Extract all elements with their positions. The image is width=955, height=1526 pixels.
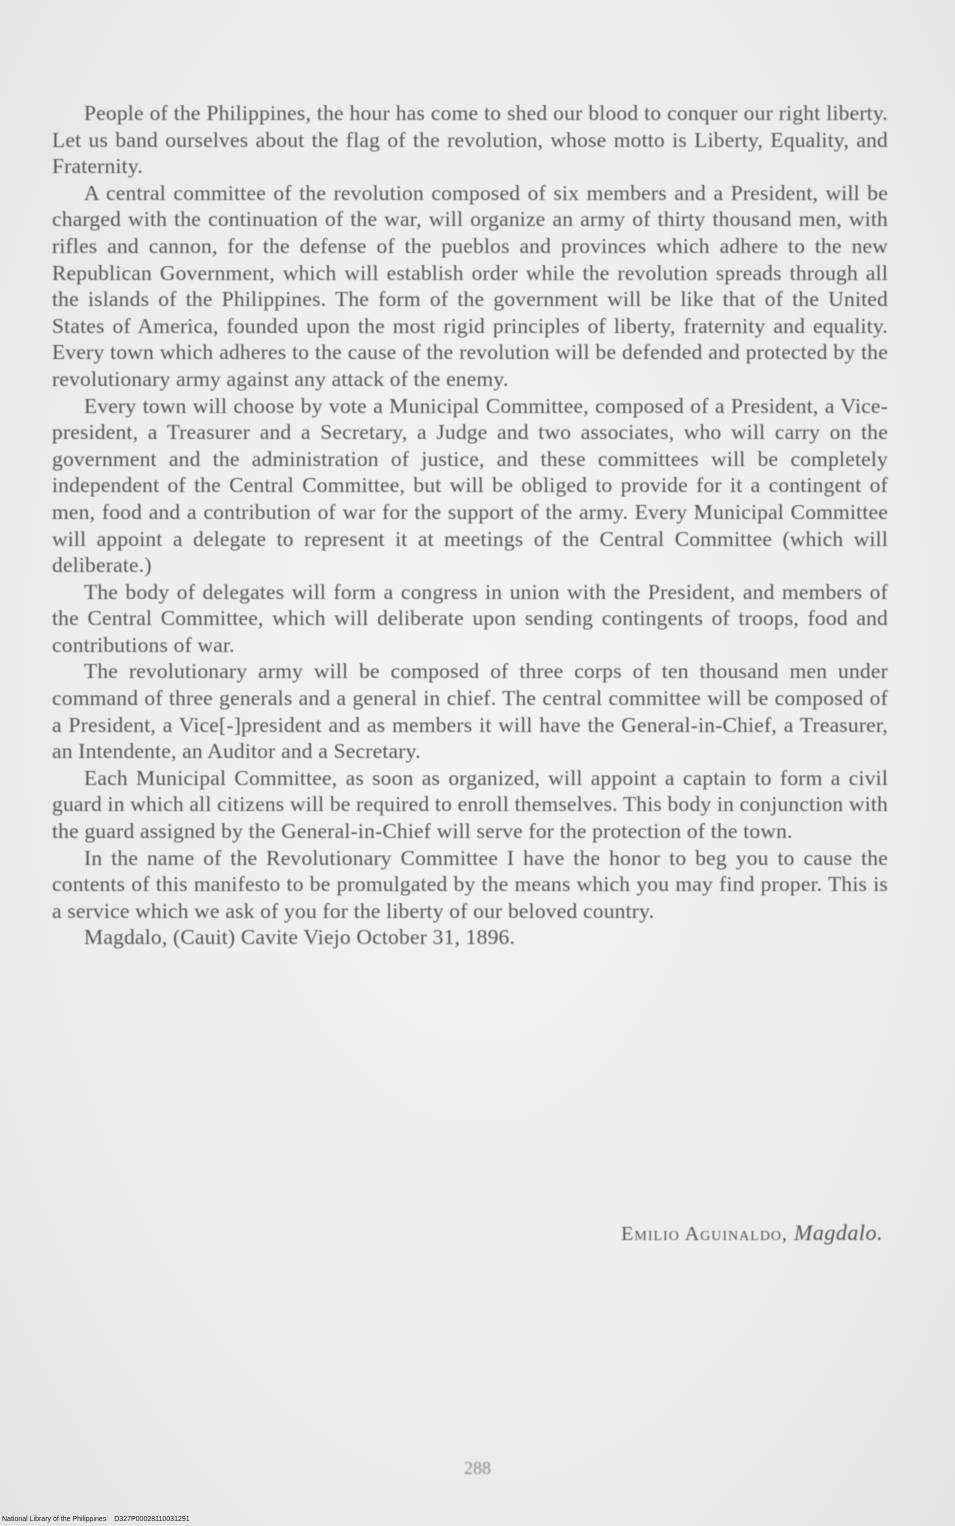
paragraph-1: People of the Philippines, the hour has come to shed our blood to conquer our right liberty. Let us band ourselves about the flag of the revolution, whose motto is Liberty, Equality, and Fraternity. — [52, 101, 888, 179]
paragraph-2: A central committee of the revolution composed of six members and a President, will be charged with the continuation of the war, will organize an army of thirty thousand men, with rifles and cannon, for the defense of the pueblos and provinces which adhere to the new Republican Government, which will establish order while the revolution spreads through all the islands of the Philippines. The form of the government will be like that of the United States of America, founded upon the most rigid principles of liberty, fraternity and equality. Every town which adheres to the cause of the revolution will be defended and protected by the revolutionary army against any attack of the enemy. — [52, 180, 888, 391]
paragraph-7: In the name of the Revolutionary Committee I have the honor to beg you to cause the contents of this manifesto to be promulgated by the means which you may find proper. This is a service which we ask of you for the liberty of our beloved country. — [52, 845, 888, 923]
footer-code: D327P00028110031291 — [114, 1516, 190, 1523]
paragraph-4: The body of delegates will form a congress in union with the President, and members of the Central Committee, which will deliberate upon sending contingents of troops, food and contributions of war. — [52, 579, 888, 657]
paragraph-3: Every town will choose by vote a Municipal Committee, composed of a President, a Vice-president, a Treasurer and a Secretary, a Judge and two associates, who will carry on the government and the administration of justice, and these committees will be completely independent of the Central Committee, but will be obliged to provide for it a contingent of men, food and a contribution of war for the support of the army. Every Municipal Committee will appoint a delegate to represent it at meetings of the Central Committee (which will deliberate.) — [52, 393, 888, 578]
page-number: 288 — [464, 1458, 491, 1478]
signature-name: Emilio Aguinaldo, — [621, 1223, 789, 1245]
footer-library: National Library of the Philippines — [2, 1516, 107, 1523]
paragraph-5: The revolutionary army will be composed of three corps of ten thousand men under command of three generals and a general in chief. The central committee will be composed of a President, a Vice[-]president and as members it will have the General-in-Chief, a Treasurer, an Intendente, an Auditor and a Secretary. — [52, 659, 888, 764]
manifesto-body — [52, 100, 888, 951]
dateline: Magdalo, (Cauit) Cavite Viejo October 31, 1896. — [84, 925, 516, 950]
signature-place: Magdalo. — [794, 1220, 883, 1245]
paragraph-6: Each Municipal Committee, as soon as organized, will appoint a captain to form a civil guard in which all citizens will be required to enroll themselves. This body in conjunction with the guard assigned by the General-in-Chief will serve for the protection of the town. — [52, 765, 888, 844]
scan-footer — [2, 1515, 196, 1524]
signature-line — [621, 1220, 883, 1246]
